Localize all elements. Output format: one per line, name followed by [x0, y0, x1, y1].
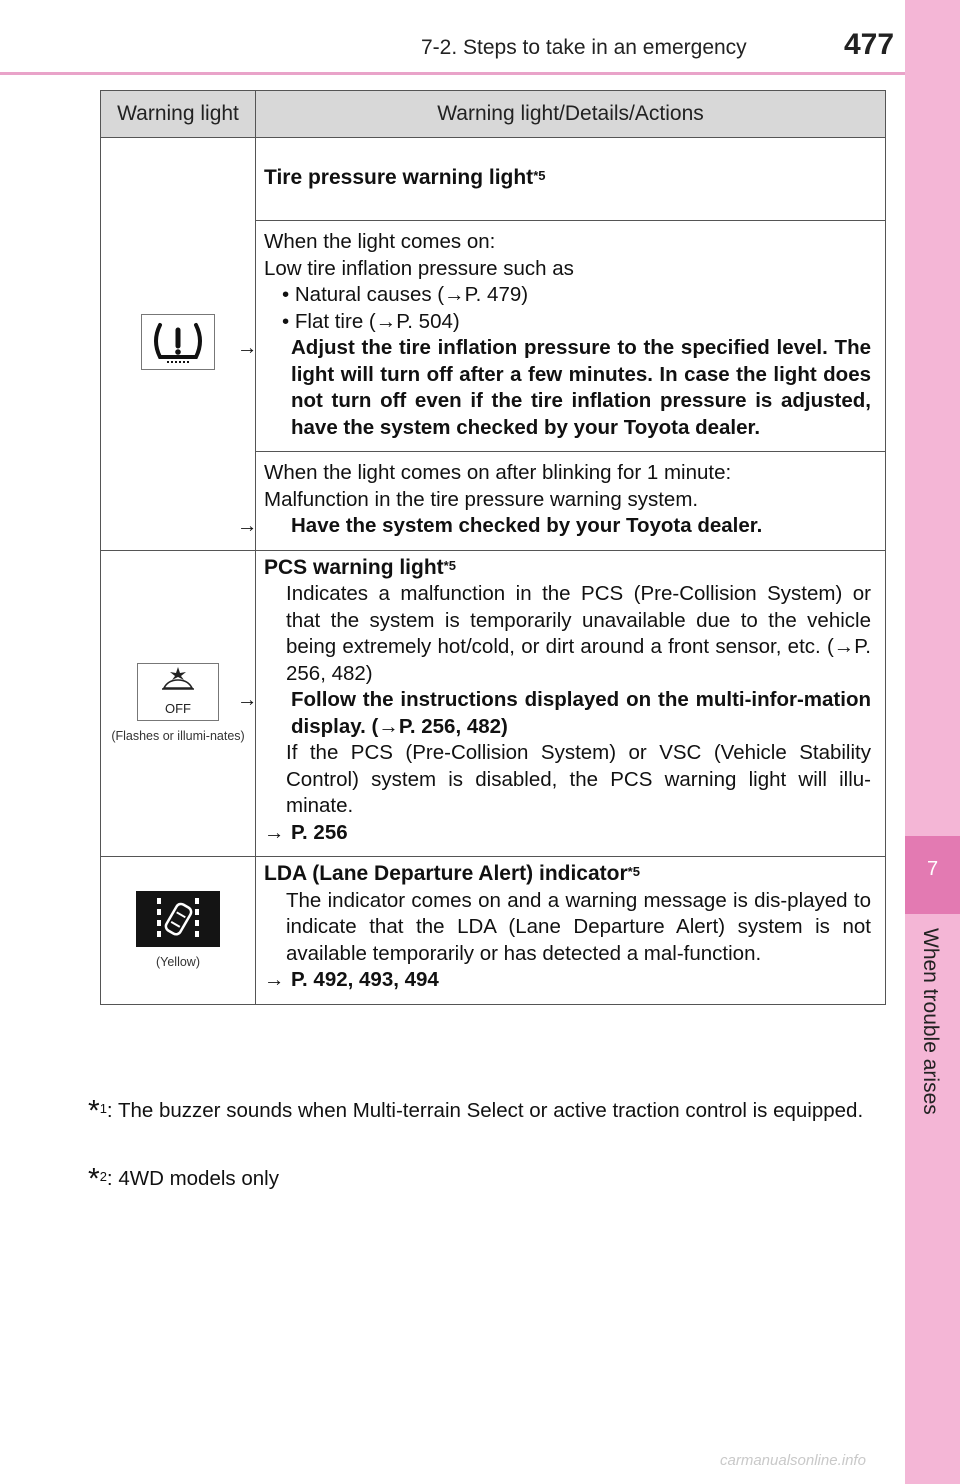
lda-title-wrap — [264, 861, 871, 888]
chapter-number: 7 — [926, 858, 939, 880]
lda-title: LDA (Lane Departure Alert) indicator — [264, 862, 628, 885]
arrow: → — [237, 688, 258, 711]
lda-title-sup: *5 — [627, 864, 640, 879]
chapter-side-tab — [905, 0, 960, 1484]
pcs-details-cell — [237, 550, 886, 857]
pcs-warning-icon — [137, 663, 219, 721]
tire-b2-action: Have the system checked by your Toyota dealer. — [291, 514, 763, 537]
chapter-title: When trouble arises — [919, 928, 942, 1115]
arrow: → — [264, 968, 285, 991]
table-header-row — [101, 91, 886, 138]
lda-desc: The indicator comes on and a warning message is dis-played to indicate that the LDA (Lane Departure Alert) system is not available temporarily or has detected a mal-function. — [286, 888, 871, 965]
footnote-text: : 4WD models only — [106, 1167, 279, 1190]
warning-light-table — [100, 90, 886, 1005]
page-number: 477 — [844, 28, 895, 61]
pcs-icon-off-text: OFF — [165, 701, 191, 717]
pcs-icon-caption: (Flashes or illumi-nates) — [111, 729, 245, 744]
tire-pressure-warning-icon — [141, 314, 215, 370]
arrow: → — [237, 336, 258, 359]
watermark: carmanualsonline.info — [720, 1452, 866, 1469]
footnote-2 — [88, 1162, 878, 1196]
arrow: → — [237, 514, 258, 537]
tire-block-2 — [237, 452, 886, 551]
table-row — [101, 138, 886, 221]
footnote-1 — [88, 1094, 878, 1128]
tire-pressure-warning-icon-graphic — [142, 315, 214, 369]
table-row — [101, 857, 886, 1005]
tire-b2-line1: When the light comes on after blinking for 1 minute: — [264, 461, 732, 484]
pcs-note: If the PCS (Pre-Collision System) or VSC (Vehicle Stability Control) system is disabled, the PCS warning light will illu-minate. — [286, 741, 871, 817]
lda-indicator-icon-graphic — [137, 892, 219, 946]
lda-icon-caption: (Yellow) — [155, 955, 200, 970]
tire-b2-action-wrap — [237, 513, 871, 540]
tire-b1-action: Adjust the tire inflation pressure to the specified level. The light will turn off after a few minutes. In case the light does not turn off even if the tire inflation pressure is adjusted, have the system checked by your Toyota dealer. — [291, 336, 871, 439]
lda-ref: P. 492, 493, 494 — [291, 968, 439, 991]
pcs-title-sup: *5 — [443, 557, 456, 573]
pcs-warning-icon-graphic — [138, 664, 218, 720]
pcs-ref: P. 256 — [291, 820, 348, 844]
col-header-warning-light: Warning light — [101, 91, 256, 138]
footnote-star: * — [88, 1094, 100, 1128]
footnote-num: 1 — [99, 1101, 107, 1116]
footnote-text: : The buzzer sounds when Multi-terrain Select or active traction control is equipped. — [106, 1099, 864, 1122]
lda-indicator-icon — [136, 891, 220, 947]
pcs-action-wrap — [237, 687, 871, 740]
header-rule — [0, 72, 905, 75]
pcs-title-wrap — [264, 555, 871, 582]
tire-b2-line2: Malfunction in the tire pressure warning system. — [264, 487, 699, 511]
tire-b1-bullet2: • Flat tire (→P. 504) — [282, 309, 460, 333]
tire-b1-line2: Low tire inflation pressure such as — [264, 256, 574, 280]
tire-b1-bullet1: • Natural causes (→P. 479) — [282, 283, 529, 306]
col-header-details: Warning light/Details/Actions — [256, 91, 886, 138]
tire-block-1 — [237, 221, 886, 452]
tire-title-cell — [256, 138, 886, 221]
lda-ref-wrap — [264, 967, 871, 994]
pcs-desc: Indicates a malfunction in the PCS (Pre-Collision System) or that the system is temporarily unavailable due to the vehicle being extremely hot/cold, or dirt around a front sensor, etc. (→P. 256, 482) — [286, 582, 871, 685]
pcs-title: PCS warning light — [264, 555, 444, 579]
pcs-ref-wrap — [264, 820, 871, 847]
tire-title: Tire pressure warning light — [264, 165, 534, 189]
lda-icon-cell — [101, 857, 256, 1005]
lda-details-cell — [256, 857, 886, 1005]
tire-b1-action-wrap — [237, 335, 871, 441]
pcs-action: Follow the instructions displayed on the multi-infor-mation display. (→P. 256, 482) — [291, 688, 871, 738]
tire-title-sup: *5 — [533, 167, 546, 183]
table-row — [101, 550, 886, 857]
tire-icon-cell — [101, 138, 256, 551]
pcs-icon-cell — [101, 550, 256, 857]
arrow: → — [264, 820, 285, 844]
footnote-num: 2 — [99, 1169, 107, 1184]
tire-b1-line1: When the light comes on: — [264, 230, 496, 253]
section-title: 7-2. Steps to take in an emergency — [421, 36, 747, 59]
footnote-star: * — [88, 1162, 100, 1196]
